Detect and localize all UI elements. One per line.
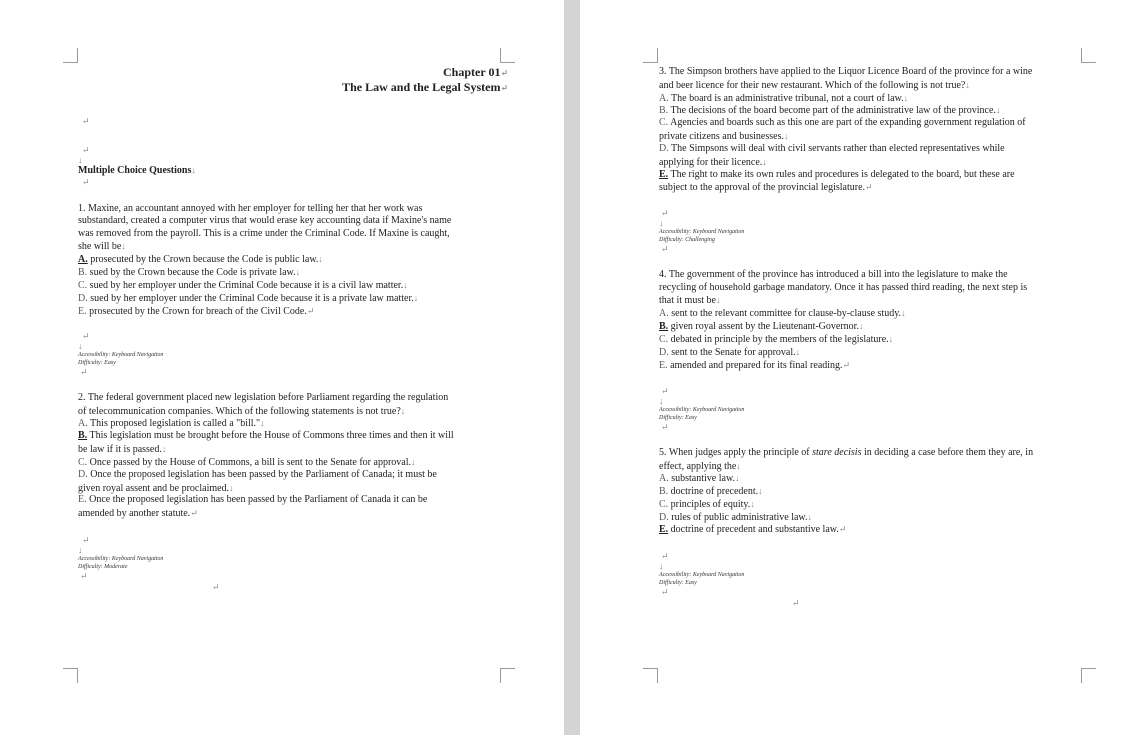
question-stem-line: of telecommunication companies. Which of the following statements is not true?↓: [78, 406, 406, 417]
answer-option: E. Once the proposed legislation has been passed by the Parliament of Canada it can be: [78, 494, 428, 505]
answer-option-continuation: private citizens and businesses.↓: [659, 131, 789, 142]
chapter-subtitle: The Law and the Legal System↵: [342, 80, 508, 94]
answer-option: A. sent to the relevant committee for clause-by-clause study.↓: [659, 308, 906, 319]
answer-option-continuation: applying for their licence.↓: [659, 157, 767, 168]
accessibility-note: Accessibility: Keyboard Navigation: [659, 229, 745, 235]
question-stem-line: 2. The federal government placed new legislation before Parliament regarding the regulation: [78, 392, 449, 403]
paragraph-mark: ↵: [80, 367, 88, 377]
answer-option: C. debated in principle by the members of the legislature.↓: [659, 334, 894, 345]
paragraph-mark: ↵: [661, 587, 669, 597]
answer-option-correct: B. given royal assent by the Lieutenant-Governor.↓: [659, 321, 864, 332]
paragraph-mark: ↵: [792, 598, 800, 608]
answer-option: C. Agencies and boards such as this one are part of the expanding government regulation of: [659, 117, 1026, 128]
paragraph-mark: ↵: [80, 571, 88, 581]
line-break-mark: ↓: [78, 545, 83, 555]
answer-option: A. substantive law.↓: [659, 473, 740, 484]
answer-option-correct: E. The right to make its own rules and procedures is delegated to the board, but these are: [659, 169, 1015, 180]
answer-option-correct: A. prosecuted by the Crown because the Code is public law.↓: [78, 254, 323, 265]
difficulty-note: Difficulty: Easy: [659, 415, 697, 421]
paragraph-mark: ↵: [82, 331, 90, 341]
paragraph-mark: ↵: [82, 116, 90, 126]
paragraph-mark: ↵: [82, 535, 90, 545]
accessibility-note: Accessibility: Keyboard Navigation: [78, 556, 164, 562]
difficulty-note: Difficulty: Challenging: [659, 237, 715, 243]
answer-option: B. The decisions of the board become part of the administrative law of the province.↓: [659, 105, 1001, 116]
question-stem-line: was removed from the payroll. This is a crime under the Criminal Code. If Maxine is caught,: [78, 228, 450, 239]
answer-option: D. sent to the Senate for approval.↓: [659, 347, 801, 358]
line-break-mark: ↓: [659, 218, 664, 228]
question-stem-line: she will be↓: [78, 241, 126, 252]
line-break-mark: ↓: [78, 341, 83, 351]
answer-option-correct: B. This legislation must be brought before the House of Commons three times and then it will: [78, 430, 454, 441]
crop-mark: [643, 48, 658, 63]
question-stem-line: 5. When judges apply the principle of stare decisis in deciding a case before them they are, in: [659, 447, 1034, 458]
answer-option: C. principles of equity.↓: [659, 499, 755, 510]
question-stem-line: 1. Maxine, an accountant annoyed with her employer for telling her that her work was: [78, 203, 423, 214]
crop-mark: [63, 668, 78, 683]
paragraph-mark: ↵: [661, 386, 669, 396]
crop-mark: [1081, 48, 1096, 63]
answer-option: A. The board is an administrative tribunal, not a court of law.↓: [659, 93, 909, 104]
difficulty-note: Difficulty: Easy: [78, 360, 116, 366]
difficulty-note: Difficulty: Easy: [659, 580, 697, 586]
answer-option-correct: E. doctrine of precedent and substantive law.↵: [659, 524, 847, 535]
accessibility-note: Accessibility: Keyboard Navigation: [659, 407, 745, 413]
answer-option: C. sued by her employer under the Criminal Code because it is a civil law matter.↓: [78, 280, 408, 291]
answer-option-continuation: be law if it is passed.↓: [78, 444, 167, 455]
accessibility-note: Accessibility: Keyboard Navigation: [659, 572, 745, 578]
line-break-mark: ↓: [659, 396, 664, 406]
answer-option: E. prosecuted by the Crown for breach of the Civil Code.↵: [78, 306, 315, 317]
crop-mark: [500, 668, 515, 683]
paragraph-mark: ↵: [661, 244, 669, 254]
crop-mark: [1081, 668, 1096, 683]
answer-option-continuation: subject to the approval of the provincial legislature.↵: [659, 182, 873, 193]
question-stem-line: effect, applying the↓: [659, 461, 741, 472]
answer-option: D. sued by her employer under the Criminal Code because it is a private law matter.↓: [78, 293, 419, 304]
question-stem-line: 4. The government of the province has introduced a bill into the legislature to make the: [659, 269, 1008, 280]
crop-mark: [643, 668, 658, 683]
accessibility-note: Accessibility: Keyboard Navigation: [78, 352, 164, 358]
document-page-right: [580, 0, 1145, 735]
difficulty-note: Difficulty: Moderate: [78, 564, 128, 570]
question-stem-line: recycling of household garbage mandatory. Once it has passed third reading, the next step is: [659, 282, 1028, 293]
line-break-mark: ↓: [78, 155, 83, 165]
paragraph-mark: ↵: [661, 422, 669, 432]
paragraph-mark: ↵: [82, 177, 90, 187]
answer-option: C. Once passed by the House of Commons, a bill is sent to the Senate for approval.↓: [78, 457, 416, 468]
paragraph-mark: ↵: [661, 551, 669, 561]
answer-option: B. sued by the Crown because the Code is private law.↓: [78, 267, 301, 278]
crop-mark: [500, 48, 515, 63]
answer-option-continuation: given royal assent and be proclaimed.↓: [78, 483, 234, 494]
line-break-mark: ↓: [659, 561, 664, 571]
question-stem-line: 3. The Simpson brothers have applied to the Liquor Licence Board of the province for a wine: [659, 66, 1033, 77]
question-stem-line: and beer licence for their new restaurant. Which of the following is not true?↓: [659, 80, 970, 91]
answer-option: E. amended and prepared for its final reading.↵: [659, 360, 851, 371]
answer-option: D. Once the proposed legislation has been passed by the Parliament of Canada; it must be: [78, 469, 437, 480]
section-heading: Multiple Choice Questions↓: [78, 165, 196, 176]
question-stem-line: substandard, created a computer virus that would erase key accounting data if Maxine's name: [78, 215, 452, 226]
answer-option: B. doctrine of precedent.↓: [659, 486, 763, 497]
answer-option-continuation: amended by another statute.↵: [78, 508, 198, 519]
answer-option: D. rules of public administrative law.↓: [659, 512, 812, 523]
paragraph-mark: ↵: [661, 208, 669, 218]
answer-option: D. The Simpsons will deal with civil servants rather than elected representatives while: [659, 143, 1005, 154]
document-page-left: [0, 0, 564, 735]
question-stem-line: that it must be↓: [659, 295, 721, 306]
page-gutter: [564, 0, 580, 735]
answer-option: A. This proposed legislation is called a "bill."↓: [78, 418, 265, 429]
paragraph-mark: ↵: [212, 582, 220, 592]
paragraph-mark: ↵: [82, 145, 90, 155]
crop-mark: [63, 48, 78, 63]
chapter-title: Chapter 01↵: [443, 65, 508, 79]
